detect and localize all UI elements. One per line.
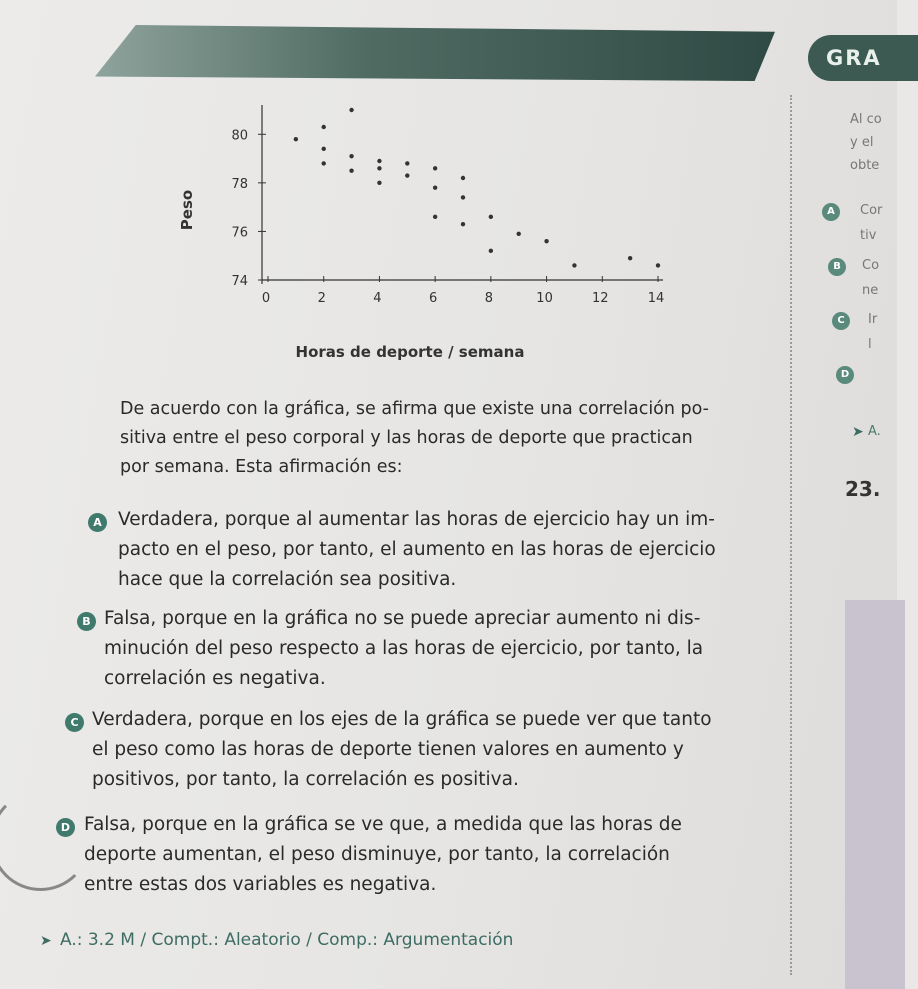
x-tick-label: 10 [536, 291, 553, 306]
x-tick-label: 6 [429, 291, 438, 306]
scatter-point [405, 161, 409, 165]
x-axis-title: Horas de deporte / semana [295, 343, 525, 361]
side-fragment: y el [850, 135, 874, 150]
scatter-point [461, 176, 465, 180]
scatter-point [405, 173, 409, 177]
header-banner [95, 25, 775, 81]
side-badge-d: D [836, 366, 854, 384]
x-tick-label: 0 [261, 291, 271, 306]
scatter-point [377, 166, 381, 170]
y-tick-label: 74 [231, 274, 248, 289]
option-line: deporte aumentan, el peso disminuye, por tanto, la correlación [84, 844, 670, 865]
option-line: minución del peso respecto a las horas de ejercicio, por tanto, la [104, 638, 704, 659]
scatter-point [572, 263, 576, 267]
footer-metadata: A.: 3.2 M / Compt.: Aleatorio / Comp.: Argumentación [60, 930, 514, 950]
scatter-point [489, 215, 493, 219]
side-fragment: Ir [868, 312, 878, 327]
chart-axes [262, 105, 663, 284]
option-line: Verdadera, porque al aumentar las horas de ejercicio hay un im- [118, 509, 715, 530]
scatter-point [322, 125, 326, 129]
side-color-strip [845, 600, 905, 989]
side-fragment: Al co [850, 112, 882, 127]
scatter-chart [180, 95, 700, 385]
scatter-point [656, 263, 660, 267]
side-fragment: Co [862, 258, 880, 273]
side-badge-b: B [828, 258, 846, 276]
scatter-point [377, 181, 381, 185]
scatter-point [544, 239, 548, 243]
scatter-point [489, 249, 493, 253]
x-tick-label: 4 [373, 291, 382, 306]
option-line: Falsa, porque en la gráfica no se puede apreciar aumento ni dis- [104, 608, 701, 629]
option-line: Verdadera, porque en los ejes de la gráfica se puede ver que tanto [92, 709, 712, 730]
side-fragment: A. [868, 424, 881, 439]
scatter-point [377, 159, 381, 163]
option-a-badge[interactable]: A [88, 513, 107, 532]
option-c-badge[interactable]: C [65, 713, 84, 732]
option-line: entre estas dos variables es negativa. [84, 874, 437, 895]
side-fragment: obte [850, 158, 880, 173]
option-b[interactable] [104, 604, 703, 694]
scatter-point [349, 108, 353, 112]
side-badge-c: C [832, 312, 850, 330]
side-fragment: Cor [860, 203, 883, 218]
scatter-point [322, 147, 326, 151]
column-divider [790, 95, 794, 975]
side-fragment: ne [862, 283, 879, 298]
y-axis-title: Peso [178, 189, 196, 231]
scatter-point [322, 161, 326, 165]
option-a[interactable] [118, 505, 716, 595]
option-line: el peso como las horas de deporte tienen valores en aumento y [92, 739, 684, 760]
scatter-point [433, 186, 437, 190]
question-line: por semana. Esta afirmación es: [120, 457, 403, 477]
scatter-point [349, 169, 353, 173]
scatter-point [433, 166, 437, 170]
chevron-right-icon: ➤ [852, 424, 864, 440]
scatter-point [294, 137, 298, 141]
option-d[interactable] [84, 810, 682, 900]
question-line: De acuerdo con la gráfica, se afirma que existe una correlación po- [120, 399, 710, 419]
option-line: Falsa, porque en la gráfica se ve que, a medida que las horas de [84, 814, 682, 835]
chevron-right-icon: ➤ [40, 933, 52, 949]
scatter-point [628, 256, 632, 260]
x-tick-label: 2 [317, 291, 326, 306]
x-tick-label: 14 [647, 291, 665, 306]
side-badge-a: A [822, 203, 840, 221]
option-line: positivos, por tanto, la correlación es positiva. [92, 769, 519, 790]
question-stem [120, 395, 800, 482]
section-tag: GRA [808, 35, 918, 81]
question-line: sitiva entre el peso corporal y las horas de deporte que practican [120, 428, 693, 448]
option-line: hace que la correlación sea positiva. [118, 569, 457, 590]
scatter-point [461, 195, 465, 199]
scatter-point [349, 154, 353, 158]
x-tick-label: 8 [484, 291, 493, 306]
side-fragment: l [868, 337, 872, 352]
y-tick-label: 80 [231, 128, 248, 144]
scatter-point [517, 232, 521, 236]
option-d-badge[interactable]: D [56, 818, 75, 837]
option-b-badge[interactable]: B [77, 612, 96, 631]
scatter-point [461, 222, 465, 226]
side-fragment: tiv [860, 228, 877, 243]
option-line: correlación es negativa. [104, 668, 326, 689]
option-c[interactable] [92, 705, 712, 795]
y-tick-label: 78 [231, 176, 248, 192]
option-line: pacto en el peso, por tanto, el aumento en las horas de ejercicio [118, 539, 716, 560]
y-tick-label: 76 [231, 225, 248, 241]
x-tick-label: 12 [592, 291, 609, 306]
next-question-number: 23. [845, 477, 881, 501]
scatter-point [433, 215, 437, 219]
